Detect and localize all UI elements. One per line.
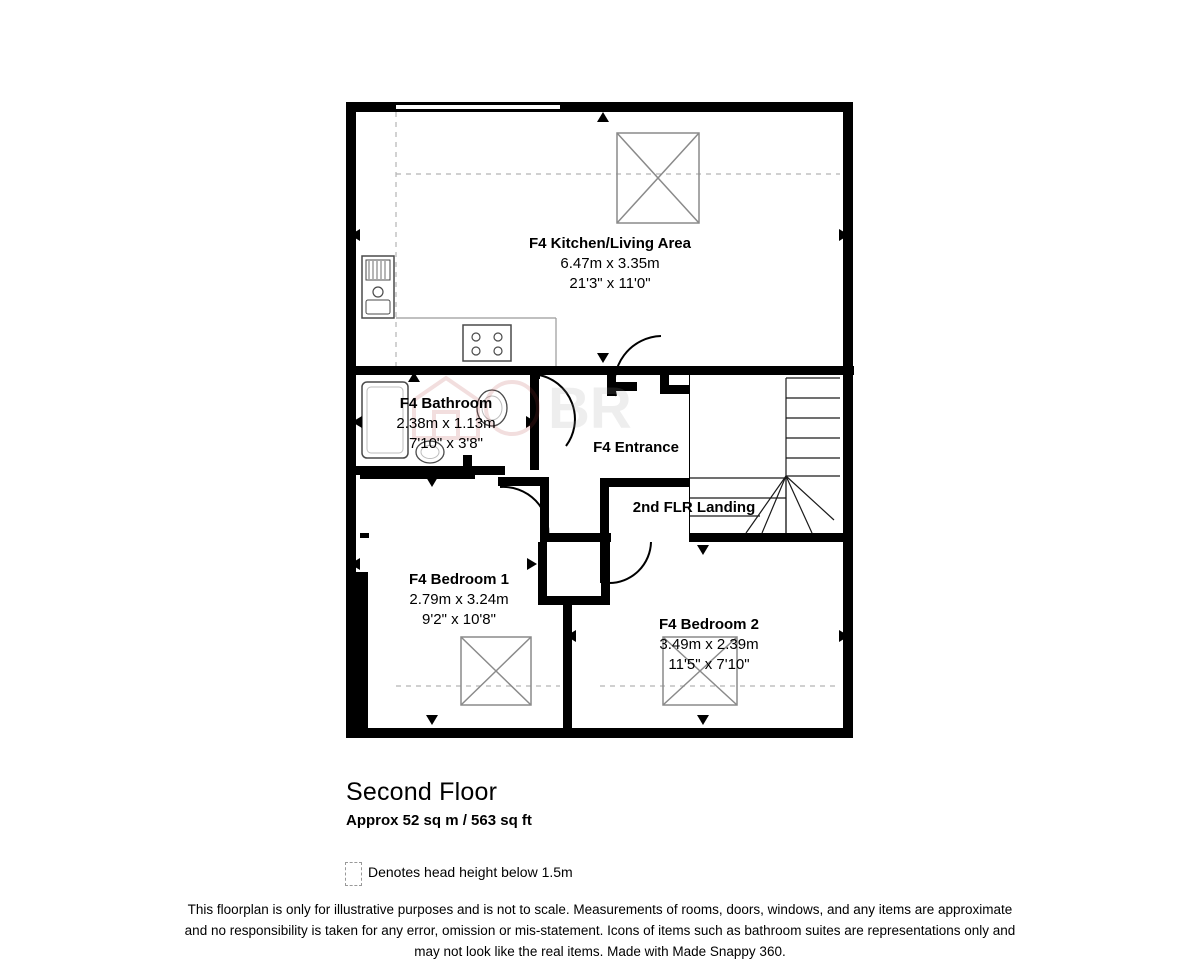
head-height-legend-swatch bbox=[345, 862, 362, 886]
room-imperial: 9'2" x 10'8" bbox=[422, 610, 496, 628]
room-label-bathroom bbox=[396, 394, 495, 454]
room-label-landing bbox=[633, 498, 755, 518]
room-imperial: 7'10" x 3'8" bbox=[409, 434, 483, 452]
room-metric: 3.49m x 2.39m bbox=[659, 635, 759, 653]
room-label-bedroom-1 bbox=[409, 570, 509, 630]
head-height-legend-text: Denotes head height below 1.5m bbox=[368, 864, 573, 880]
room-name: F4 Bathroom bbox=[399, 395, 493, 412]
floor-area: Approx 52 sq m / 563 sq ft bbox=[346, 812, 532, 829]
disclaimer-line-1: This floorplan is only for illustrative purposes and is not to scale. Measurements of rooms, doors, windows, and any items are approximate bbox=[187, 902, 1013, 917]
disclaimer bbox=[0, 900, 1200, 963]
room-metric: 2.79m x 3.24m bbox=[409, 590, 509, 608]
room-name: 2nd FLR Landing bbox=[632, 499, 756, 516]
room-label-entrance bbox=[593, 438, 679, 458]
room-imperial: 11'5" x 7'10" bbox=[668, 655, 750, 673]
room-name: F4 Bedroom 2 bbox=[658, 616, 760, 633]
disclaimer-line-2: and no responsibility is taken for any error, omission or mis-statement. Icons of items such as bathroom suites are representations only and bbox=[184, 922, 1016, 938]
room-name: F4 Bedroom 1 bbox=[408, 571, 510, 588]
room-metric: 2.38m x 1.13m bbox=[396, 414, 496, 432]
disclaimer-line-3: may not look like the real items. Made with Made Snappy 360. bbox=[414, 943, 786, 959]
room-label-kitchen-living bbox=[529, 234, 691, 294]
room-name: F4 Entrance bbox=[593, 439, 679, 456]
room-imperial: 21'3" x 11'0" bbox=[569, 274, 651, 292]
svg-text:BR: BR bbox=[548, 376, 632, 441]
room-metric: 6.47m x 3.35m bbox=[560, 254, 660, 272]
room-label-bedroom-2 bbox=[659, 615, 759, 675]
floor-title: Second Floor bbox=[346, 778, 498, 806]
room-name: F4 Kitchen/Living Area bbox=[529, 235, 691, 252]
kitchen-fixtures bbox=[362, 256, 556, 366]
